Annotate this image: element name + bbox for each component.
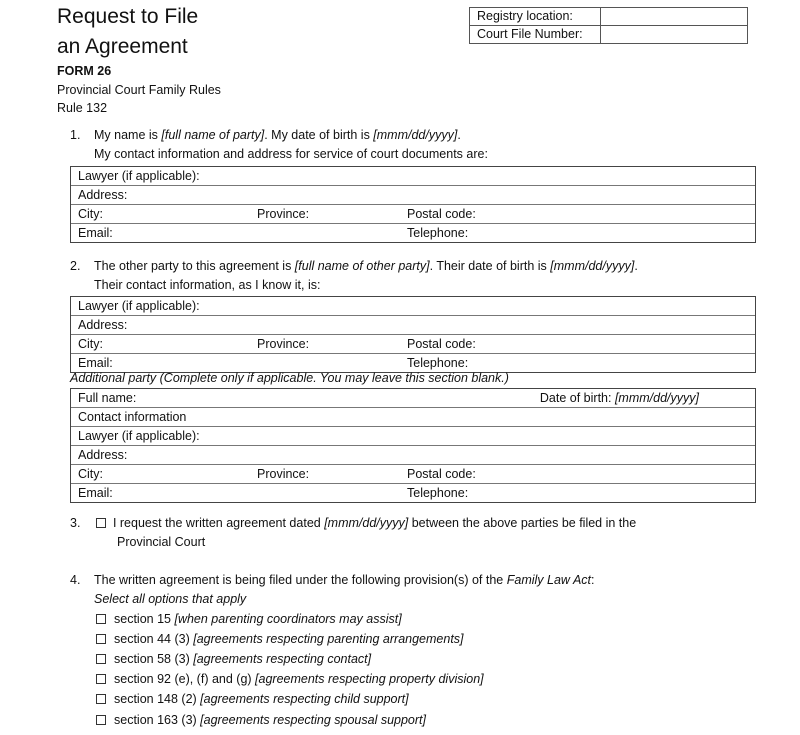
provision-section: section 58 (3): [114, 652, 194, 666]
lawyer-label: Lawyer (if applicable):: [78, 299, 200, 313]
form-title-line1: Request to File: [57, 5, 199, 28]
provision-option[interactable]: [96, 669, 484, 689]
additional-party-table: [70, 388, 756, 503]
telephone-label: Telephone:: [407, 486, 469, 500]
email-label: Email:: [78, 356, 113, 370]
court-file-number-row: [470, 26, 748, 44]
family-law-act: Family Law Act: [506, 573, 592, 587]
provision-description: [agreements respecting contact]: [193, 652, 372, 666]
request-filing-checkbox[interactable]: [96, 518, 106, 528]
postal-code-label: Postal code:: [407, 207, 476, 221]
telephone-label: Telephone:: [407, 356, 469, 370]
provision-checkbox[interactable]: [96, 654, 106, 664]
additional-party-note: [70, 369, 509, 388]
email-row[interactable]: [71, 484, 755, 502]
section1-line1: [94, 126, 461, 145]
section2-text-c: .: [634, 259, 638, 273]
section1-text-c: .: [457, 128, 461, 142]
city-row[interactable]: [71, 335, 755, 354]
section4-text-a: The written agreement is being filed under the following provision(s) of the: [94, 573, 507, 587]
provision-section: section 15: [114, 612, 175, 626]
provision-option[interactable]: [96, 649, 371, 669]
provision-checkbox[interactable]: [96, 674, 106, 684]
agreement-date-placeholder[interactable]: [mmm/dd/yyyy]: [324, 516, 409, 530]
section4-text-b: :: [591, 573, 595, 587]
address-label: Address:: [78, 448, 128, 462]
section1-text-b: . My date of birth is: [264, 128, 374, 142]
court-file-number-label: Court File Number:: [470, 26, 601, 44]
province-label: Province:: [257, 467, 310, 481]
email-label: Email:: [78, 486, 113, 500]
city-label: City:: [78, 467, 103, 481]
provision-description: [when parenting coordinators may assist]: [174, 612, 402, 626]
party-dob-placeholder[interactable]: [mmm/dd/yyyy]: [373, 128, 458, 142]
provision-option[interactable]: [96, 689, 409, 709]
provision-description: [agreements respecting child support]: [200, 692, 409, 706]
other-party-dob-placeholder[interactable]: [mmm/dd/yyyy]: [550, 259, 635, 273]
section2-text-a: The other party to this agreement is: [94, 259, 295, 273]
provision-option[interactable]: [96, 710, 426, 730]
section1-number: 1.: [70, 128, 81, 142]
province-label: Province:: [257, 207, 310, 221]
section1-line2: My contact information and address for service of court documents are:: [94, 147, 488, 161]
address-label: Address:: [78, 318, 128, 332]
court-file-number-field[interactable]: [601, 26, 748, 44]
form-number: FORM 26: [57, 64, 112, 78]
party-contact-table: [70, 166, 756, 243]
provision-option[interactable]: [96, 609, 402, 629]
address-row[interactable]: [71, 316, 755, 335]
section4-number: 4.: [70, 573, 81, 587]
provision-description: [agreements respecting property division]: [255, 672, 484, 686]
provision-checkbox[interactable]: [96, 614, 106, 624]
provision-checkbox[interactable]: [96, 715, 106, 725]
form-title-line2: an Agreement: [57, 35, 188, 58]
section2-line1: [94, 257, 638, 276]
provision-option[interactable]: [96, 629, 464, 649]
postal-code-label: Postal code:: [407, 337, 476, 351]
registry-location-row: [470, 8, 748, 26]
rules-name: Provincial Court Family Rules: [57, 83, 221, 97]
postal-code-label: Postal code:: [407, 467, 476, 481]
registry-location-field[interactable]: [601, 8, 748, 26]
section2-number: 2.: [70, 259, 81, 273]
section3-number: 3.: [70, 516, 81, 530]
section4-instruction-text: Select all options that apply: [94, 592, 247, 606]
dob-label: [540, 389, 699, 407]
telephone-label: Telephone:: [407, 226, 469, 240]
section3-text-a: I request the written agreement dated: [112, 516, 325, 530]
provision-checkbox[interactable]: [96, 634, 106, 644]
address-row[interactable]: [71, 446, 755, 465]
dob-label-text: Date of birth:: [539, 391, 615, 405]
provision-checkbox[interactable]: [96, 694, 106, 704]
other-party-contact-table: [70, 296, 756, 373]
section3-line1: [96, 514, 636, 533]
provision-section: section 163 (3): [114, 713, 201, 727]
lawyer-row[interactable]: [71, 167, 755, 186]
lawyer-label: Lawyer (if applicable):: [78, 169, 200, 183]
lawyer-row[interactable]: [71, 427, 755, 446]
section4-line1: [94, 571, 595, 590]
city-row[interactable]: [71, 205, 755, 224]
email-label: Email:: [78, 226, 113, 240]
dob-placeholder[interactable]: [mmm/dd/yyyy]: [614, 391, 699, 405]
city-row[interactable]: [71, 465, 755, 484]
section3-text-b: between the above parties be filed in the: [408, 516, 637, 530]
provision-description: [agreements respecting parenting arrangements]: [193, 632, 464, 646]
address-label: Address:: [78, 188, 128, 202]
party-name-placeholder[interactable]: [full name of party]: [161, 128, 265, 142]
contact-info-row: [71, 408, 755, 427]
section4-instruction: [94, 590, 246, 609]
lawyer-label: Lawyer (if applicable):: [78, 429, 200, 443]
full-name-label: Full name:: [78, 391, 137, 405]
contact-info-label: Contact information: [78, 410, 187, 424]
lawyer-row[interactable]: [71, 297, 755, 316]
provision-description: [agreements respecting spousal support]: [200, 713, 426, 727]
city-label: City:: [78, 207, 103, 221]
registry-location-label: Registry location:: [470, 8, 601, 26]
section2-line2: Their contact information, as I know it, is:: [94, 278, 321, 292]
rule-number: Rule 132: [57, 101, 108, 115]
provision-section: section 44 (3): [114, 632, 194, 646]
section3-line2: Provincial Court: [117, 535, 206, 549]
provision-section: section 92 (e), (f) and (g): [114, 672, 256, 686]
city-label: City:: [78, 337, 103, 351]
full-name-row[interactable]: [71, 389, 755, 408]
provision-section: section 148 (2): [114, 692, 201, 706]
province-label: Province:: [257, 337, 310, 351]
registry-table: [469, 7, 748, 44]
address-row[interactable]: [71, 186, 755, 205]
section2-text-b: . Their date of birth is: [429, 259, 551, 273]
other-party-name-placeholder[interactable]: [full name of other party]: [294, 259, 430, 273]
additional-party-note-text: Additional party (Complete only if applicable. You may leave this section blank.): [70, 371, 509, 385]
section1-text-a: My name is: [94, 128, 162, 142]
email-row[interactable]: [71, 224, 755, 242]
